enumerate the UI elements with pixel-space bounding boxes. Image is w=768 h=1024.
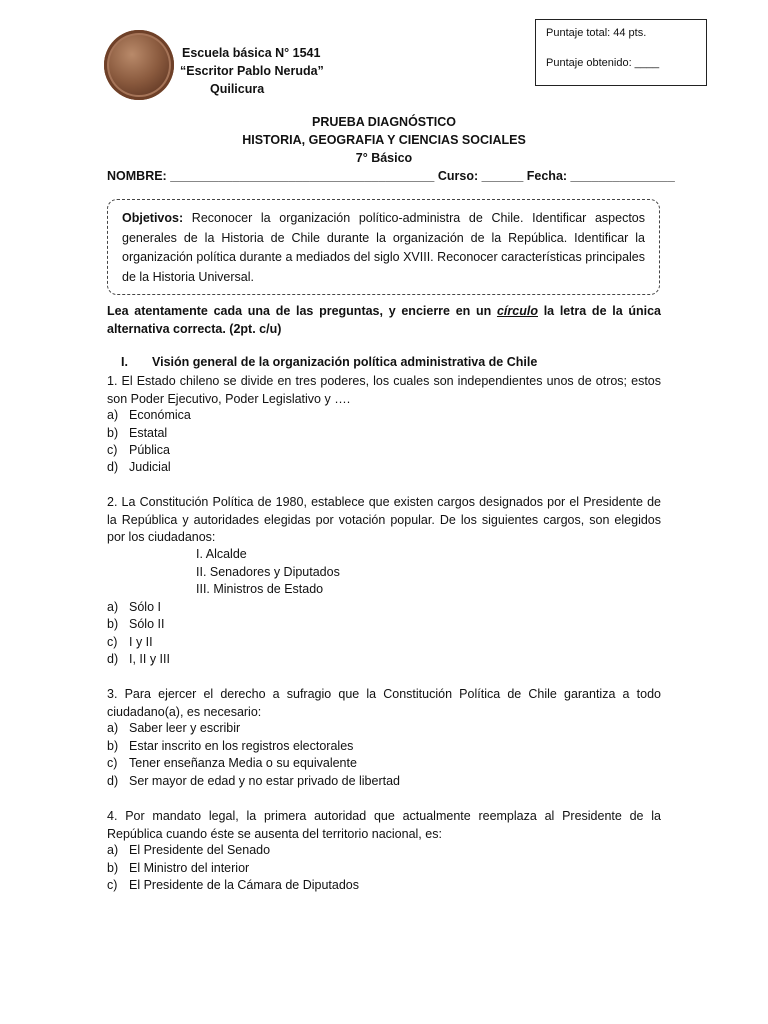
question-2: 2. La Constitución Política de 1980, establece que existen cargos designados por el Presidente de la República y autoridades elegidas por votación popular. De los siguientes cargos, son elegidos por los ciudadanos: [107,495,661,544]
score-box [535,19,707,86]
question-1: 1. El Estado chileno se divide en tres poderes, los cuales son independientes unos de otros; estos son Poder Ejecutivo, Poder Legislativo y …. [107,374,661,406]
question-2-option-c: c) I y II [107,635,153,649]
question-4: 4. Por mandato legal, la primera autoridad que actualmente reemplaza al Presidente de la República cuando éste se ausenta del territorio nacional, es: [107,809,661,841]
question-3-option-b: b) Estar inscrito en los registros electorales [107,739,354,753]
instructions-emphasis: círculo [496,304,538,318]
question-2-option-a: a) Sólo I [107,600,161,614]
question-1-option-a: a) Económica [107,408,191,422]
section-number: I. [121,355,128,369]
objectives-text: Reconocer la organización político-administra de Chile. Identificar aspectos generales de la Historia de Chile durante la organización de la República. Identificar la organización política durante a mediados del siglo XVIII. Reconocer características principales de la Historia Universal. [122,211,645,284]
test-title: PRUEBA DIAGNÓSTICO [312,115,456,129]
score-obtained: Puntaje obtenido: ____ [546,57,660,69]
question-3-option-c: c) Tener enseñanza Media o su equivalente [107,756,357,770]
objectives-label: Objetivos: [122,211,184,225]
school-info [180,44,324,98]
question-1-option-b: b) Estatal [107,426,168,440]
score-total: Puntaje total: 44 pts. [546,27,647,39]
school-emblem-image [104,30,174,100]
question-2-option-d: d) I, II y III [107,652,170,666]
instructions [107,303,661,338]
section-heading [121,355,537,369]
subject-title: HISTORIA, GEOGRAFIA Y CIENCIAS SOCIALES [242,133,526,147]
objectives-box [107,199,660,295]
student-fields: NOMBRE: ______________________________________ Curso: ______ Fecha: _______________ [107,169,675,183]
question-2-option-b: b) Sólo II [107,617,165,631]
question-4-option-a: a) El Presidente del Senado [107,843,271,857]
question-1-option-d: d) Judicial [107,460,171,474]
question-4-option-b: b) El Ministro del interior [107,861,250,875]
question-3: 3. Para ejercer el derecho a sufragio que la Constitución Política de Chile garantiza a todo ciudadano(a), es necesario: [107,687,661,719]
question-3-option-a: a) Saber leer y escribir [107,721,241,735]
instructions-after: la letra de la única alternativa correcta. (2pt. c/u) [107,304,662,336]
question-1-option-c: c) Pública [107,443,170,457]
question-2-item-2: II. Senadores y Diputados [196,565,340,579]
grade-title: 7° Básico [355,151,413,165]
school-subtitle: “Escritor Pablo Neruda” [180,64,324,78]
school-name: Escuela básica N° 1541 [182,46,321,60]
question-2-item-3: III. Ministros de Estado [196,582,324,596]
section-title: Visión general de la organización política administrativa de Chile [152,355,538,369]
school-city: Quilicura [210,82,265,96]
question-2-item-1: I. Alcalde [196,547,247,561]
question-3-option-d: d) Ser mayor de edad y no estar privado de libertad [107,774,400,788]
question-4-option-c: c) El Presidente de la Cámara de Diputados [107,878,359,892]
instructions-before: Lea atentamente cada una de las preguntas, y encierre en un [107,304,497,318]
